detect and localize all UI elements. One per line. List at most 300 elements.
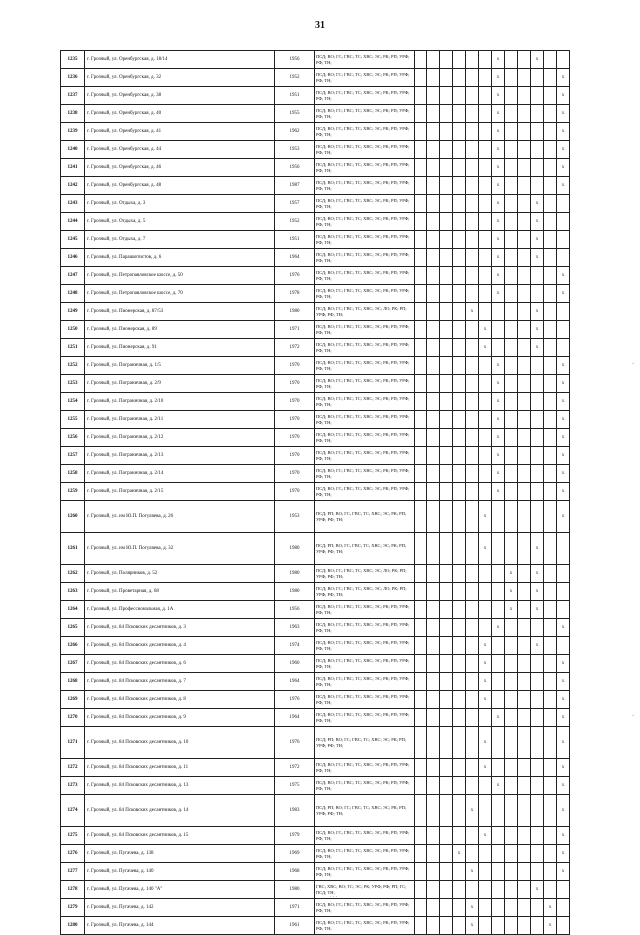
row-mark-cell [440,691,453,709]
row-mark-cell [427,501,440,533]
row-mark-cell [492,759,505,777]
row-mark-cell [505,429,518,447]
row-works: ГВС; ХВС; ВО; ТС; ЭС; РК; УРФ; РФ; РП; ГС; ПСД; ТН; [315,881,415,899]
row-mark-cell [557,899,570,917]
table-row [61,267,570,285]
row-year: 1980 [275,881,315,899]
row-mark-cell [479,141,492,159]
row-mark-cell [440,845,453,863]
row-number: 1250 [61,321,85,339]
row-year: 1970 [275,429,315,447]
row-mark-cell [479,709,492,727]
row-mark-cell [492,881,505,899]
row-mark-cell [427,375,440,393]
row-mark-cell [518,141,531,159]
row-mark-cell: x [492,777,505,795]
table-row [61,501,570,533]
row-mark-cell [453,177,466,195]
row-mark-cell [518,123,531,141]
row-mark-cell [479,393,492,411]
row-mark-cell [505,465,518,483]
row-mark-cell [415,691,427,709]
table-row [61,285,570,303]
row-mark-cell [531,727,544,759]
row-year: 1952 [275,69,315,87]
row-mark-cell [415,601,427,619]
row-number: 1272 [61,759,85,777]
row-mark-cell: x [492,393,505,411]
table-row [61,339,570,357]
bottom-mark: . . . [330,893,338,899]
row-mark-cell [453,827,466,845]
row-mark-cell: x [492,87,505,105]
registry-table [60,50,570,935]
row-mark-cell [415,303,427,321]
row-works: ПСД; ВО; ГС; ГВС; ТС; ХВС; ЭС; РК; РП; УРФ; РФ; ТН; [315,51,415,69]
row-mark-cell [505,357,518,375]
row-mark-cell [505,673,518,691]
row-mark-cell [415,583,427,601]
row-mark-cell: x [557,795,570,827]
row-address: г. Грозный, ул. Оренбургская, д. 38 [85,87,275,105]
row-mark-cell [466,533,479,565]
row-mark-cell [427,899,440,917]
row-works: ПСД; ВО; ГС; ГВС; ТС; ХВС; ЭС; РК; РП; УРФ; РФ; ТН; [315,777,415,795]
row-address: г. Грозный, ул. Оренбургская, д. 46 [85,159,275,177]
row-mark-cell [518,51,531,69]
row-mark-cell: x [557,759,570,777]
row-mark-cell [479,357,492,375]
row-mark-cell [415,845,427,863]
row-mark-cell: x [479,321,492,339]
row-mark-cell [505,69,518,87]
row-mark-cell [505,691,518,709]
row-mark-cell: x [531,637,544,655]
row-mark-cell: x [557,429,570,447]
row-mark-cell [440,583,453,601]
row-mark-cell [518,231,531,249]
row-mark-cell [505,267,518,285]
row-works: ПСД; ВО; ГС; ГВС; ТС; ХВС; ЭС; РК; РП; УРФ; РФ; ТН; [315,375,415,393]
row-mark-cell [453,709,466,727]
row-mark-cell [415,105,427,123]
row-mark-cell [453,285,466,303]
row-mark-cell: x [492,267,505,285]
row-mark-cell [518,583,531,601]
row-mark-cell [531,863,544,881]
row-mark-cell [505,375,518,393]
row-mark-cell [518,777,531,795]
registry-body [61,51,570,935]
row-number: 1273 [61,777,85,795]
row-mark-cell [466,601,479,619]
row-mark-cell [427,619,440,637]
table-row [61,845,570,863]
row-mark-cell [427,303,440,321]
row-mark-cell [492,727,505,759]
row-number: 1275 [61,827,85,845]
row-year: 1980 [275,303,315,321]
row-mark-cell [544,827,557,845]
row-mark-cell [544,655,557,673]
row-mark-cell [453,655,466,673]
row-mark-cell [453,759,466,777]
row-mark-cell [518,565,531,583]
row-mark-cell [544,727,557,759]
row-mark-cell: x [557,691,570,709]
row-mark-cell: x [492,159,505,177]
row-mark-cell [415,777,427,795]
row-mark-cell [427,285,440,303]
row-mark-cell [415,195,427,213]
row-mark-cell [466,655,479,673]
row-mark-cell [531,357,544,375]
row-mark-cell [466,141,479,159]
row-mark-cell [466,177,479,195]
row-mark-cell [531,673,544,691]
row-mark-cell [544,619,557,637]
row-mark-cell [415,863,427,881]
row-mark-cell: x [531,195,544,213]
row-year: 1970 [275,375,315,393]
row-mark-cell [440,339,453,357]
row-mark-cell [440,709,453,727]
row-mark-cell [466,411,479,429]
row-mark-cell [505,231,518,249]
row-mark-cell [531,483,544,501]
row-works: ПСД; ВО; ГС; ГВС; ТС; ХВС; ЭС; РК; РП; УРФ; РФ; ТН; [315,845,415,863]
row-address: г. Грозный, ул. Пионерская, д. 89 [85,321,275,339]
row-mark-cell [544,881,557,899]
row-number: 1269 [61,691,85,709]
row-mark-cell [518,393,531,411]
row-year: 1978 [275,285,315,303]
row-mark-cell: x [557,411,570,429]
row-mark-cell: x [531,51,544,69]
row-mark-cell [518,195,531,213]
row-mark-cell [531,177,544,195]
row-mark-cell [427,565,440,583]
row-mark-cell: x [492,123,505,141]
row-mark-cell [415,249,427,267]
row-number: 1239 [61,123,85,141]
table-row [61,917,570,935]
row-mark-cell [466,339,479,357]
row-number: 1262 [61,565,85,583]
row-mark-cell: x [531,213,544,231]
row-mark-cell [427,673,440,691]
row-mark-cell [453,483,466,501]
row-mark-cell [453,123,466,141]
row-works: ПСД; ВО; ГС; ГВС; ТС; ХВС; ЭС; РК; РП; УРФ; РФ; ТН; [315,231,415,249]
row-address: г. Грозный, ул. Парашютистов, д. 6 [85,249,275,267]
row-number: 1271 [61,727,85,759]
row-mark-cell [427,267,440,285]
row-mark-cell [440,159,453,177]
row-works: ПСД; РП; ВО; ГС; ГВС; ТС; ХВС; ЭС; РК; РП; УРФ; РФ; ТН; [315,533,415,565]
row-address: г. Грозный, ул. Оренбургская, д. 32 [85,69,275,87]
row-mark-cell [453,447,466,465]
row-mark-cell [466,483,479,501]
row-mark-cell [518,845,531,863]
row-mark-cell [466,447,479,465]
row-works: ПСД; ВО; ГС; ГВС; ТС; ХВС; ЭС; РК; РП; УРФ; РФ; ТН; [315,87,415,105]
row-mark-cell [453,727,466,759]
row-mark-cell [415,827,427,845]
table-row [61,447,570,465]
row-mark-cell [531,845,544,863]
row-mark-cell [505,195,518,213]
row-mark-cell [518,673,531,691]
row-mark-cell [492,863,505,881]
row-mark-cell [531,375,544,393]
row-mark-cell [466,267,479,285]
row-mark-cell [427,727,440,759]
row-mark-cell [505,483,518,501]
row-mark-cell [505,533,518,565]
table-row [61,795,570,827]
row-year: 1975 [275,777,315,795]
row-mark-cell [453,619,466,637]
row-number: 1252 [61,357,85,375]
row-works: ПСД; ВО; ГС; ГВС; ТС; ХВС; ЭС; РК; РП; УРФ; РФ; ТН; [315,447,415,465]
row-number: 1266 [61,637,85,655]
row-mark-cell [544,533,557,565]
row-mark-cell [466,357,479,375]
row-mark-cell [440,249,453,267]
row-number: 1243 [61,195,85,213]
row-mark-cell [518,691,531,709]
row-year: 1953 [275,501,315,533]
row-mark-cell [505,213,518,231]
row-mark-cell [479,249,492,267]
row-mark-cell [453,231,466,249]
row-mark-cell [415,795,427,827]
row-mark-cell [518,447,531,465]
row-mark-cell [427,845,440,863]
row-mark-cell [440,759,453,777]
row-mark-cell [531,87,544,105]
row-mark-cell: x [492,213,505,231]
row-mark-cell [415,637,427,655]
row-works: ПСД; ВО; ГС; ГВС; ТС; ХВС; ЭС; РК; РП; УРФ; РФ; ТН; [315,673,415,691]
row-address: г. Грозный, ул. Пугачева, д. 138 [85,845,275,863]
row-mark-cell [427,339,440,357]
row-mark-cell: x [505,601,518,619]
row-mark-cell [492,583,505,601]
row-mark-cell [453,141,466,159]
row-mark-cell [479,899,492,917]
row-mark-cell [453,863,466,881]
row-mark-cell [505,51,518,69]
row-mark-cell [415,483,427,501]
row-mark-cell [415,231,427,249]
row-mark-cell [531,429,544,447]
row-mark-cell [531,709,544,727]
row-mark-cell [505,727,518,759]
row-mark-cell [415,213,427,231]
row-year: 1976 [275,267,315,285]
row-mark-cell [518,285,531,303]
row-mark-cell [531,285,544,303]
row-mark-cell [505,87,518,105]
row-mark-cell [440,69,453,87]
row-mark-cell [544,69,557,87]
row-works: ПСД; ВО; ГС; ГВС; ТС; ХВС; ЭС; РК; РП; УРФ; РФ; ТН; [315,195,415,213]
row-address: г. Грозный, ул. Петропавловское шоссе, д. 70 [85,285,275,303]
row-mark-cell [453,159,466,177]
row-mark-cell: x [557,141,570,159]
row-mark-cell [492,565,505,583]
row-year: 1979 [275,827,315,845]
row-number: 1251 [61,339,85,357]
row-mark-cell [544,673,557,691]
row-number: 1235 [61,51,85,69]
row-mark-cell [427,465,440,483]
row-works: ПСД; ВО; ГС; ГВС; ТС; ХВС; ЭС; ЛО; РК; РП; УРФ; РФ; ТН; [315,583,415,601]
row-address: г. Грозный, ул. Проветарная, д. 68 [85,583,275,601]
row-mark-cell [427,87,440,105]
row-mark-cell [427,123,440,141]
row-mark-cell [505,899,518,917]
row-mark-cell [518,429,531,447]
row-mark-cell [492,637,505,655]
row-number: 1267 [61,655,85,673]
row-mark-cell [544,501,557,533]
row-mark-cell [427,411,440,429]
row-mark-cell [427,863,440,881]
row-mark-cell [415,285,427,303]
row-address: г. Грозный, ул. им Ю.П. Погуляева, д. 26 [85,501,275,533]
table-row [61,483,570,501]
row-mark-cell [453,339,466,357]
row-address: г. Грозный, ул. Оренбургская, д. 18/14 [85,51,275,69]
row-year: 1964 [275,673,315,691]
row-number: 1280 [61,917,85,935]
row-mark-cell [544,303,557,321]
row-mark-cell [531,141,544,159]
row-mark-cell: x [479,533,492,565]
row-address: г. Грозный, ул. 84 Псковских десантников, д. 15 [85,827,275,845]
row-mark-cell [466,673,479,691]
row-mark-cell [440,375,453,393]
row-mark-cell [440,777,453,795]
row-mark-cell [479,777,492,795]
row-mark-cell [505,123,518,141]
row-mark-cell [544,863,557,881]
row-mark-cell [479,195,492,213]
row-mark-cell [492,673,505,691]
row-mark-cell [531,123,544,141]
row-works: ПСД; ВО; ГС; ГВС; ТС; ХВС; ЭС; РК; РП; УРФ; РФ; ТН; [315,105,415,123]
row-mark-cell [440,917,453,935]
row-mark-cell [492,827,505,845]
row-mark-cell [557,339,570,357]
row-works: ПСД; ВО; ГС; ГВС; ТС; ХВС; ЭС; РК; РП; УРФ; РФ; ТН; [315,69,415,87]
row-address: г. Грозный, ул. Пионерская, д. 91 [85,339,275,357]
row-mark-cell: x [492,447,505,465]
row-mark-cell [531,501,544,533]
row-mark-cell [544,159,557,177]
row-mark-cell [518,601,531,619]
row-mark-cell [505,759,518,777]
row-mark-cell [453,51,466,69]
row-address: г. Грозный, ул. 84 Псковских десантников, д. 8 [85,691,275,709]
row-mark-cell: x [492,375,505,393]
row-works: ПСД; ВО; ГС; ГВС; ТС; ХВС; ЭС; РК; РП; УРФ; РФ; ТН; [315,483,415,501]
row-mark-cell [544,231,557,249]
row-mark-cell [440,195,453,213]
row-mark-cell [427,429,440,447]
row-mark-cell [440,601,453,619]
row-mark-cell [544,87,557,105]
row-mark-cell [440,285,453,303]
row-mark-cell [518,465,531,483]
row-mark-cell: x [531,601,544,619]
row-mark-cell [427,709,440,727]
row-works: ПСД; ВО; ГС; ГВС; ТС; ХВС; ЭС; ЛО; РК; РП; УРФ; РФ; ТН; [315,303,415,321]
row-mark-cell [453,69,466,87]
table-row [61,565,570,583]
row-mark-cell [415,465,427,483]
row-number: 1253 [61,375,85,393]
row-year: 1951 [275,231,315,249]
page-number: 31 [315,20,325,31]
row-mark-cell [427,759,440,777]
row-address: г. Грозный, ул. Отдыха, д. 7 [85,231,275,249]
row-mark-cell [427,69,440,87]
row-mark-cell [453,899,466,917]
row-number: 1249 [61,303,85,321]
row-mark-cell [518,709,531,727]
row-mark-cell [479,863,492,881]
row-mark-cell: x [557,69,570,87]
row-mark-cell [415,565,427,583]
row-mark-cell [466,465,479,483]
row-works: ПСД; ВО; ГС; ГВС; ТС; ХВС; ЭС; РК; РП; УРФ; РФ; ТН; [315,601,415,619]
row-mark-cell [557,51,570,69]
row-mark-cell: x [492,195,505,213]
row-mark-cell: x [557,465,570,483]
row-works: ПСД; ВО; ГС; ГВС; ТС; ХВС; ЭС; РК; РП; УРФ; РФ; ТН; [315,213,415,231]
row-mark-cell: x [557,709,570,727]
row-mark-cell [466,709,479,727]
row-works: ПСД; РП; ВО; ГС; ГВС; ТС; ХВС; ЭС; РК; РП; УРФ; РФ; ТН; [315,727,415,759]
row-number: 1255 [61,411,85,429]
row-mark-cell [518,501,531,533]
row-mark-cell [544,411,557,429]
row-number: 1242 [61,177,85,195]
row-mark-cell [544,637,557,655]
row-number: 1254 [61,393,85,411]
row-mark-cell [518,213,531,231]
table-row [61,601,570,619]
row-works: ПСД; ВО; ГС; ГВС; ТС; ХВС; ЭС; ЛО; РК; РП; УРФ; РФ; ТН; [315,565,415,583]
row-mark-cell [544,123,557,141]
row-mark-cell [531,159,544,177]
row-year: 1961 [275,917,315,935]
row-mark-cell [531,619,544,637]
row-mark-cell [466,321,479,339]
row-mark-cell [440,727,453,759]
row-mark-cell [479,429,492,447]
row-mark-cell [544,105,557,123]
row-number: 1264 [61,601,85,619]
row-mark-cell [440,501,453,533]
row-address: г. Грозный, ул. Пугачева, д. 140 [85,863,275,881]
row-mark-cell [427,483,440,501]
row-mark-cell [505,411,518,429]
